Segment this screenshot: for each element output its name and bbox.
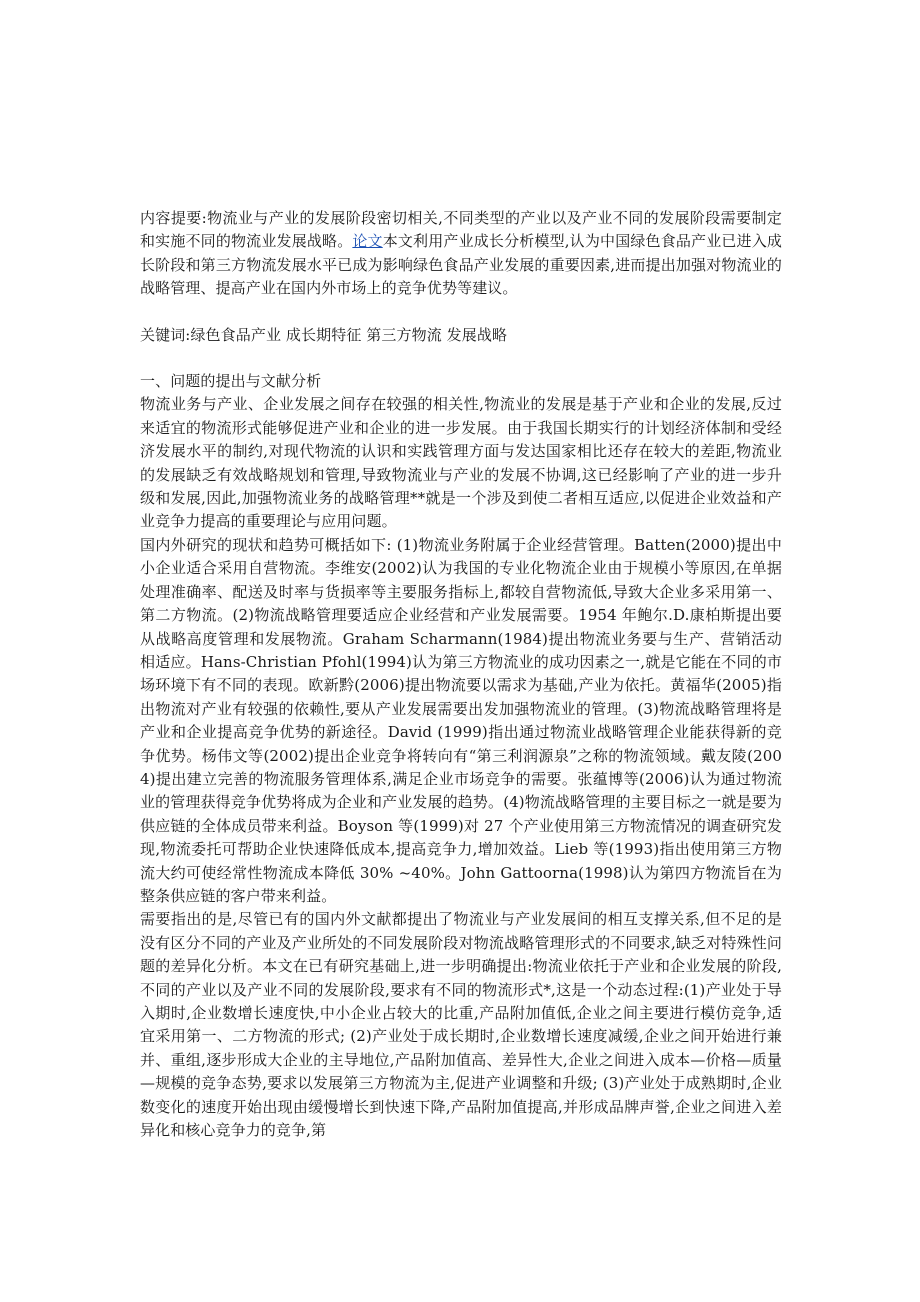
body-paragraph-1: 物流业务与产业、企业发展之间存在较强的相关性,物流业的发展是基于产业和企业的发展,反过来适宜的物流形式能够促进产业和企业的进一步发展。由于我国长期实行的计划经济体制和受经济发展水平的制约,对现代物流的认识和实践管理方面与发达国家相比还存在较大的差距,物流业的发展缺乏有效战略规划和管理,导致物流业与产业的发展不协调,这已经影响了产业的进一步升级和发展,因此,加强物流业务的战略管理**就是一个涉及到使二者相互适应,以促进企业效益和产业竞争力提高的重要理论与应用问题。: [140, 395, 782, 531]
abstract-paragraph: [140, 207, 782, 301]
keywords-line: 关键词:绿色食品产业 成长期特征 第三方物流 发展战略: [140, 325, 508, 344]
spacer: [140, 301, 782, 324]
spacer: [140, 347, 782, 370]
body-paragraph-2: 国内外研究的现状和趋势可概括如下: (1)物流业务附属于企业经营管理。Batten(2000)提出中小企业适合采用自营物流。李维安(2002)认为我国的专业化物流企业由于规模小等原因,在单据处理准确率、配送及时率与货损率等主要服务指标上,都较自营物流低,导致大企业多采用第一、第二方物流。(2)物流战略管理要适应企业经营和产业发展需要。1954 年鲍尔.D.康柏斯提出要从战略高度管理和发展物流。Graham Scharmann(1984)提出物流业务要与生产、营销活动相适应。Hans-Christian Pfohl(1994)认为第三方物流业的成功因素之一,就是它能在不同的市场环境下有不同的表现。欧新黔(2006)提出物流要以需求为基础,产业为依托。黄福华(2005)指出物流对产业有较强的依赖性,要从产业发展需要出发加强物流业的管理。(3)物流战略管理将是产业和企业提高竞争优势的新途径。David (1999)指出通过物流业战略管理企业能获得新的竞争优势。杨伟文等(2002)提出企业竞争将转向有“第三利润源泉”之称的物流领域。戴友陵(2004)提出建立完善的物流服务管理体系,满足企业市场竞争的需要。张蕴博等(2006)认为通过物流业的管理获得竞争优势将成为企业和产业发展的趋势。(4)物流战略管理的主要目标之一就是要为供应链的全体成员带来利益。Boyson 等(1999)对 27 个产业使用第三方物流情况的调查研究发现,物流委托可帮助企业快速降低成本,提高竞争力,增加效益。Lieb 等(1993)指出使用第三方物流大约可使经常性物流成本降低 30% ~40%。John Gattoorna(1998)认为第四方物流旨在为整条供应链的客户带来利益。: [140, 535, 782, 905]
abstract-text-start: 内容提要:物流业与产业的发展阶段密切相关,不同类型的产业以及产业不同的发展阶段需要制定和实施不同的物流业发展战略。: [140, 209, 782, 251]
section-heading: 一、问题的提出与文献分析: [140, 372, 322, 391]
body-paragraph-3: 需要指出的是,尽管已有的国内外文献都提出了物流业与产业发展间的相互支撑关系,但不足的是没有区分不同的产业及产业所处的不同发展阶段对物流战略管理形式的不同要求,缺乏对特殊性问题的差异化分析。本文在已有研究基础上,进一步明确提出:物流业依托于产业和企业发展的阶段,不同的产业以及产业不同的发展阶段,要求有不同的物流形式*,这是一个动态过程:(1)产业处于导入期时,企业数增长速度快,中小企业占较大的比重,产品附加值低,企业之间主要进行模仿竞争,适宜采用第一、二方物流的形式; (2)产业处于成长期时,企业数增长速度减缓,企业之间开始进行兼并、重组,逐步形成大企业的主导地位,产品附加值高、差异性大,企业之间进入成本—价格—质量—规模的竞争态势,要求以发展第三方物流为主,促进产业调整和升级; (3)产业处于成熟期时,企业数变化的速度开始出现由缓慢增长到快速下降,产品附加值提高,并形成品牌声誉,企业之间进入差异化和核心竞争力的竞争,第: [140, 910, 782, 1140]
abstract-text-end: 本文利用产业成长分析模型,认为中国绿色食品产业已进入成长阶段和第三方物流发展水平已成为影响绿色食品产业发展的重要因素,进而提出加强对物流业的战略管理、提高产业在国内外市场上的竞争优势等建议。: [140, 232, 782, 298]
paper-link[interactable]: 论文: [352, 232, 383, 251]
document-body: [140, 207, 782, 1142]
